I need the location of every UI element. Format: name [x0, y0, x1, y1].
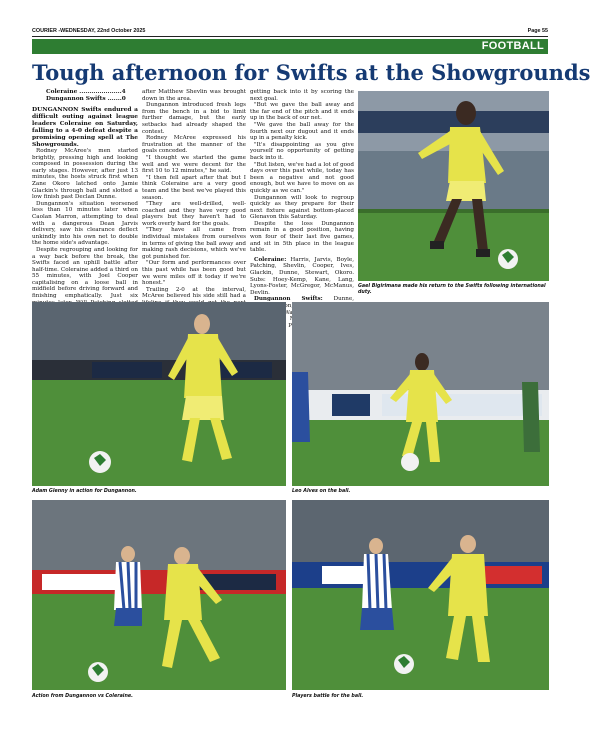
paragraph: Rodney McAree's men started brightly, pressing high and looking composed in possession during the early stages. However, after just 13 minutes, the hosts struck first when Zane Okoro latched onto Jamie Glackin's through ball and slotted a low finish past Declan Dunne.	[32, 148, 138, 201]
photo-alves	[292, 302, 549, 486]
section-banner	[32, 39, 548, 54]
article-column-3	[250, 89, 354, 329]
photo-action-image	[32, 500, 286, 690]
score-line-home: Coleraine .....................4	[46, 89, 126, 95]
paragraph: Despite regrouping and looking for a way back before the break, the Swifts faced an uphill battle after half-time. Coleraine added a third on 55 minutes, with Joel Cooper capitalising on a loose ball in midfield before driving forward and finishing emphatically. Just six	[32, 246, 138, 300]
caption-photo-3: Leo Alves on the ball.	[292, 489, 351, 494]
paragraph: "We gave the ball away for the fourth next our dugout and it ends up in a penalty kick.	[250, 121, 354, 142]
photo-bigirimana	[358, 91, 549, 281]
photo-battle	[292, 500, 549, 690]
lineup-text: Harris, Jarvis, Boyle, Patching, Shevlin, Cooper, Ives, Glackin, Dunne, Stewart, Okoro. Subs: Hoey-Kemp, Kane, Lang, Lyons-Foster, McGregor, McManus, Devlin.	[250, 256, 354, 296]
article-headline: Tough afternoon for Swifts at the Showgrounds	[32, 60, 590, 85]
paragraph: "But listen, we've had a lot of good days over this past while, today has been a negative and not good enough, but we have to move on as quickly as we can."	[250, 161, 354, 194]
lineup-label: Dungannon Swifts:	[254, 296, 323, 303]
paragraph: Trailing 2-0 at the interval, McAree believed his side still had a	[142, 286, 246, 300]
paragraph: after Matthew Shevlin was brought down in the area.	[142, 89, 246, 102]
paragraph: "I then fell apart after that but I think Coleraine are a very good team and the best we've played this season.	[142, 174, 246, 201]
photo-action	[32, 500, 286, 690]
article-lede: DUNGANNON Swifts endured a difficult outing against league leaders Coleraine on Saturday, falling to a 4-0 defeat despite a promising opening spell at The Showgrounds.	[32, 106, 138, 148]
paragraph: "It's disappointing as you give yourself no opportunity of getting back into it.	[250, 141, 354, 161]
section-title: FOOTBALL	[481, 40, 544, 52]
article-column-1	[32, 89, 138, 300]
photo-alves-image	[292, 302, 549, 486]
paragraph: Despite the loss Dungannon remain in a good position, having won four of their last five games, and sit in 5th place in the league table.	[250, 220, 354, 254]
score-line-away: Dungannon Swifts .......0	[46, 96, 126, 102]
paragraph: getting back into it by scoring the next goal.	[250, 89, 354, 102]
paragraph: "Our form and performances over this past while has been good but we were miles off it today if we're honest."	[142, 260, 246, 287]
paragraph: Dungannon will look to regroup quickly as they prepare for their next fixture against bottom-placed Glenavon this Saturday.	[250, 194, 354, 221]
caption-photo-2: Adam Glenny in action for Dungannon.	[32, 489, 137, 494]
lineup-coleraine	[250, 257, 354, 297]
paragraph: Dungannon's situation worsened less than 10 minutes later when Caolan Marron, attempting to deal with a dangerous Dean Jarvis delivery, saw his clearance deflect unkindly into his own net to double the home side's advantage.	[32, 200, 138, 247]
paragraph: "They have all came from individual mistakes from ourselves in terms of giving the ball away and making rash decisions, which we've got punished for.	[142, 227, 246, 260]
photo-glenny	[32, 302, 286, 486]
article-column-2	[142, 89, 246, 300]
page-number: Page 55	[527, 28, 548, 34]
paragraph: Rodney McAree expressed his frustration at the manner of the goals conceded.	[142, 135, 246, 155]
paragraph: "I thought we started the game well and we were decent for the first 10 to 12 minutes," he said.	[142, 154, 246, 175]
paragraph: Dungannon introduced fresh legs from the bench in a bid to limit further damage, but the early setbacks had already shaped the contest.	[142, 102, 246, 135]
publication-date: COURIER -WEDNESDAY, 22nd October 2025	[32, 28, 146, 34]
paragraph: "But we gave the ball away and the far end of the pitch and it ends up in the back of our net.	[250, 102, 354, 122]
header-rule	[32, 36, 548, 37]
photo-glenny-image	[32, 302, 286, 486]
lineup-label: Coleraine:	[254, 256, 287, 263]
page-header	[32, 26, 548, 36]
paragraph: "They are well-drilled, well-coached and they have very good players but they haven't had to work overly hard for the goals.	[142, 201, 246, 227]
caption-photo-5: Players battle for the ball.	[292, 694, 364, 699]
photo-battle-image	[292, 500, 549, 690]
lineup-text: Dunne, P	[288, 296, 354, 329]
caption-photo-1: Gael Bigirimana made his return to the Swifts following international duty.	[358, 284, 546, 295]
caption-photo-4: Action from Dungannon vs Coleraine.	[32, 694, 133, 699]
photo-bigirimana-image	[358, 91, 549, 281]
